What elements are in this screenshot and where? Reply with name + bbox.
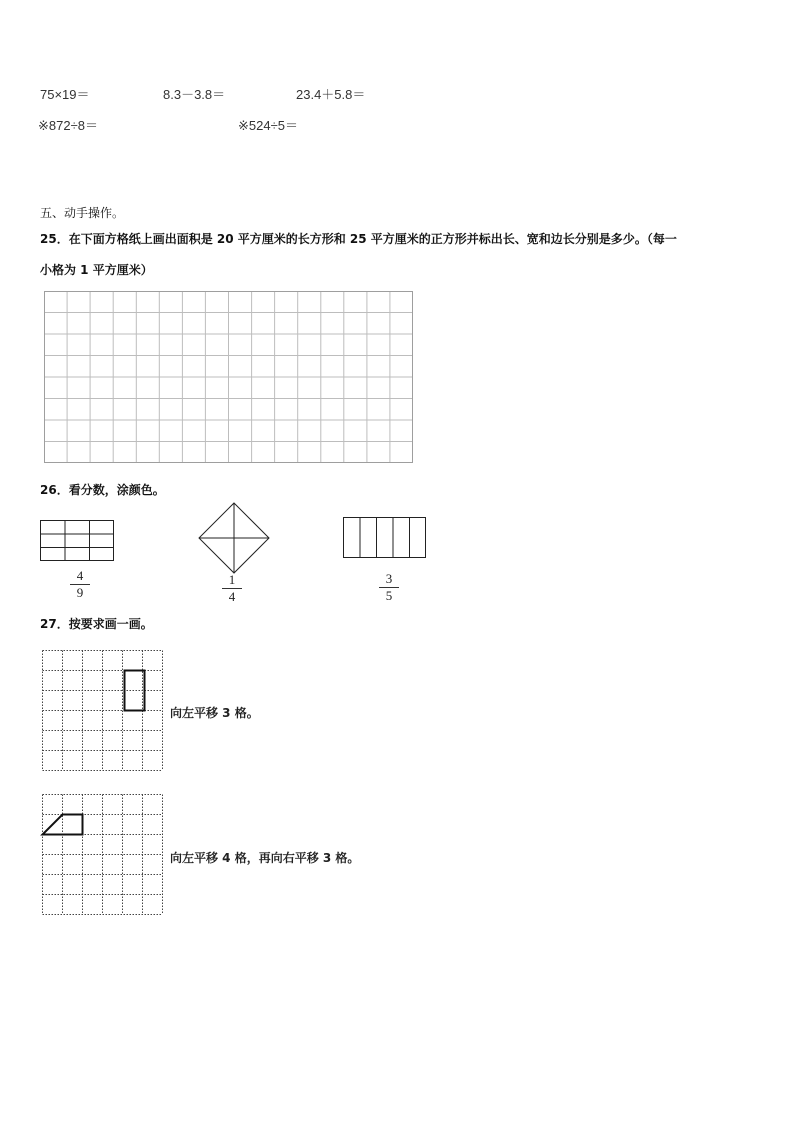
- q26-rectangle-9-parts[interactable]: [40, 520, 115, 562]
- fraction-denominator: 9: [76, 585, 84, 600]
- q26-title: 26．看分数，涂颜色。: [40, 483, 165, 497]
- q25-line1: 25．在下面方格纸上画出面积是 20 平方厘米的长方形和 25 平方厘米的正方形并标出长、宽和边长分别是多少。（每一: [40, 232, 677, 246]
- fraction-numerator: 3: [385, 571, 393, 586]
- q27-instruction-1: 向左平移 3 格。: [170, 706, 259, 720]
- q25-line2: 小格为 1 平方厘米）: [40, 263, 153, 277]
- calc-item-4: ※872÷8＝: [38, 118, 98, 133]
- q26-diamond-4-parts[interactable]: [197, 502, 271, 574]
- q27-grid-1[interactable]: [42, 650, 166, 774]
- calc-item-2: 8.3－3.8＝: [163, 87, 226, 102]
- q27-title: 27．按要求画一画。: [40, 617, 153, 631]
- fraction-denominator: 5: [385, 588, 393, 603]
- calc-item-1: 75×19＝: [40, 87, 90, 102]
- fraction-numerator: 1: [228, 572, 236, 587]
- q26-fraction-1: [70, 569, 90, 600]
- q26-fraction-2: [222, 573, 242, 604]
- q26-rectangle-5-parts[interactable]: [343, 517, 427, 559]
- q25-text-line1: [40, 230, 677, 247]
- q25-text-line2: [40, 261, 153, 278]
- q27-instruction-2: 向左平移 4 格，再向右平移 3 格。: [170, 851, 360, 865]
- section-heading: 五、动手操作。: [40, 206, 125, 220]
- q25-grid-paper[interactable]: [44, 291, 414, 463]
- q26-fraction-3: [379, 572, 399, 603]
- fraction-numerator: 4: [76, 568, 84, 583]
- calc-item-5: ※524÷5＝: [238, 118, 298, 133]
- q27-grid-2[interactable]: [42, 794, 166, 918]
- fraction-denominator: 4: [228, 589, 236, 604]
- calc-item-3: 23.4＋5.8＝: [296, 87, 366, 102]
